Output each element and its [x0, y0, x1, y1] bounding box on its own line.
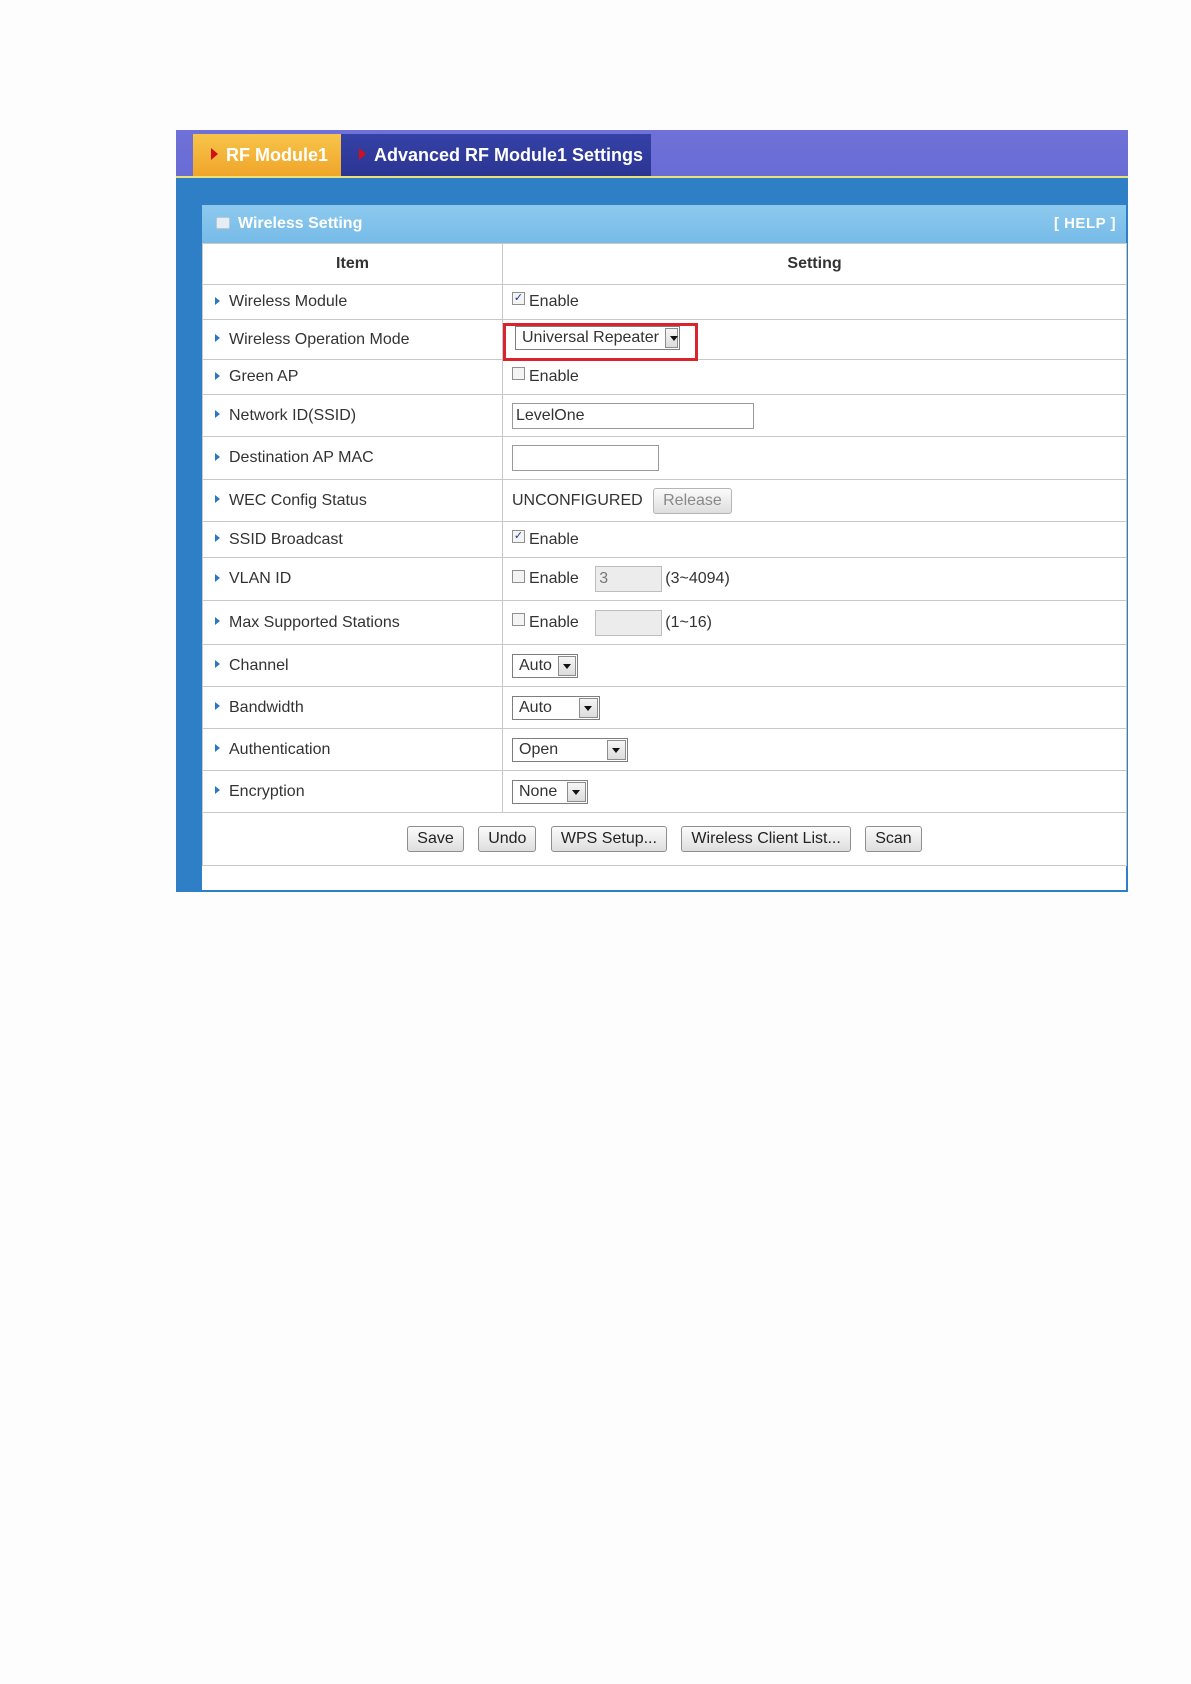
bullet-icon — [215, 660, 220, 668]
label-text: Wireless Operation Mode — [229, 330, 410, 348]
label-text: Bandwidth — [229, 698, 304, 716]
bullet-icon — [215, 744, 220, 752]
tab-advanced-rf-module1-settings[interactable] — [341, 134, 651, 176]
label-text: WEC Config Status — [229, 491, 367, 509]
setting-cell — [503, 360, 1127, 395]
label-text: Network ID(SSID) — [229, 406, 357, 424]
tab-rf-module1[interactable] — [193, 134, 341, 176]
table-row — [203, 320, 1127, 360]
tab-rf-module1-label: RF Module1 — [226, 145, 328, 165]
wec-status-value: UNCONFIGURED — [512, 491, 643, 509]
bandwidth-select[interactable] — [512, 696, 600, 720]
column-header-item: Item — [203, 244, 503, 285]
label-text: Authentication — [229, 740, 331, 758]
row-label-ssid-broadcast — [203, 522, 503, 558]
help-link[interactable]: [ HELP ] — [1053, 215, 1116, 232]
authentication-select[interactable] — [512, 738, 628, 762]
vlan-id-input[interactable]: 3 — [595, 566, 662, 592]
table-row — [203, 645, 1127, 687]
table-row — [203, 601, 1127, 645]
table-row — [203, 480, 1127, 522]
chevron-down-icon — [665, 328, 678, 348]
label-text: Wireless Module — [229, 293, 348, 310]
row-label-dest-mac — [203, 437, 503, 480]
wps-setup-button[interactable]: WPS Setup... — [551, 826, 667, 852]
table-row — [203, 437, 1127, 480]
operation-mode-value: Universal Repeater — [522, 328, 659, 346]
bullet-icon — [215, 574, 220, 582]
operation-mode-select[interactable] — [515, 326, 680, 350]
row-label-vlan-id — [203, 558, 503, 601]
bullet-icon — [215, 334, 220, 342]
ssid-broadcast-enable-checkbox[interactable]: ✓ — [513, 529, 524, 542]
dest-mac-input[interactable] — [512, 445, 659, 471]
row-label-channel — [203, 645, 503, 687]
channel-select[interactable] — [512, 654, 578, 678]
authentication-value: Open — [519, 740, 559, 758]
table-row — [203, 285, 1127, 320]
setting-cell — [503, 645, 1127, 687]
scan-button[interactable]: Scan — [865, 826, 921, 852]
setting-cell — [503, 437, 1127, 480]
tab-arrow-icon — [359, 148, 366, 160]
button-row — [203, 813, 1127, 866]
row-label-max-stations — [203, 601, 503, 645]
table-row — [203, 360, 1127, 395]
bullet-icon — [215, 534, 220, 542]
setting-cell — [503, 687, 1127, 729]
max-stations-input[interactable] — [595, 610, 662, 636]
tab-advanced-label: Advanced RF Module1 Settings — [374, 145, 644, 165]
vlan-enable-checkbox[interactable] — [512, 570, 525, 583]
enable-label: Enable — [529, 293, 579, 310]
row-label-green-ap — [203, 360, 503, 395]
bullet-icon — [215, 702, 220, 710]
router-config-frame — [176, 130, 1128, 892]
wireless-client-list-button[interactable]: Wireless Client List... — [681, 826, 850, 852]
column-header-setting: Setting — [503, 244, 1127, 285]
tab-arrow-icon — [211, 148, 218, 160]
row-label-operation-mode — [203, 320, 503, 360]
green-ap-enable-checkbox[interactable] — [512, 367, 525, 380]
table-row — [203, 522, 1127, 558]
table-row — [203, 558, 1127, 601]
table-row — [203, 771, 1127, 813]
label-text: Encryption — [229, 782, 305, 800]
setting-cell — [503, 771, 1127, 813]
row-label-encryption — [203, 771, 503, 813]
bullet-icon — [215, 297, 220, 305]
bandwidth-value: Auto — [519, 698, 552, 716]
bullet-icon — [215, 453, 220, 461]
wireless-module-enable-checkbox[interactable]: ✓ — [513, 292, 524, 305]
max-stations-range-hint: (1~16) — [665, 613, 712, 631]
setting-cell — [503, 729, 1127, 771]
setting-cell — [503, 601, 1127, 645]
setting-cell — [503, 285, 1127, 320]
row-label-ssid — [203, 395, 503, 437]
tab-bar — [176, 130, 1128, 178]
setting-cell — [503, 395, 1127, 437]
label-text: Green AP — [229, 368, 299, 385]
chevron-down-icon — [567, 782, 586, 802]
label-text: Destination AP MAC — [229, 449, 374, 466]
table-row — [203, 729, 1127, 771]
setting-cell — [503, 522, 1127, 558]
panel-title: Wireless Setting — [238, 215, 363, 232]
enable-label: Enable — [529, 613, 579, 631]
setting-cell — [503, 558, 1127, 601]
vlan-range-hint: (3~4094) — [665, 570, 730, 587]
settings-table — [202, 243, 1127, 866]
label-text: Channel — [229, 656, 289, 674]
panel-header — [202, 205, 1126, 243]
label-text: VLAN ID — [229, 570, 292, 587]
channel-value: Auto — [519, 656, 552, 674]
chevron-down-icon — [607, 740, 626, 760]
bullet-icon — [215, 617, 220, 625]
enable-label: Enable — [529, 368, 579, 385]
ssid-input[interactable]: LevelOne — [512, 403, 754, 429]
row-label-wireless-module — [203, 285, 503, 320]
save-button[interactable]: Save — [407, 826, 463, 852]
button-cell — [203, 813, 1127, 866]
label-text: Max Supported Stations — [229, 613, 400, 631]
encryption-value: None — [519, 782, 558, 800]
label-text: SSID Broadcast — [229, 530, 343, 548]
setting-cell — [503, 320, 1127, 360]
enable-label: Enable — [529, 530, 579, 548]
release-button[interactable]: Release — [653, 488, 732, 514]
setting-cell — [503, 480, 1127, 522]
bullet-icon — [215, 410, 220, 418]
row-label-wec-status — [203, 480, 503, 522]
panel-header-icon — [216, 217, 230, 229]
undo-button[interactable]: Undo — [478, 826, 536, 852]
chevron-down-icon — [579, 698, 598, 718]
bullet-icon — [215, 372, 220, 380]
table-row — [203, 395, 1127, 437]
chevron-down-icon — [558, 656, 576, 676]
bullet-icon — [215, 786, 220, 794]
row-label-bandwidth — [203, 687, 503, 729]
enable-label: Enable — [529, 570, 579, 587]
encryption-select[interactable] — [512, 780, 588, 804]
row-label-authentication — [203, 729, 503, 771]
max-stations-enable-checkbox[interactable] — [512, 613, 525, 626]
wireless-setting-panel — [202, 205, 1126, 890]
bullet-icon — [215, 495, 220, 503]
table-row — [203, 687, 1127, 729]
